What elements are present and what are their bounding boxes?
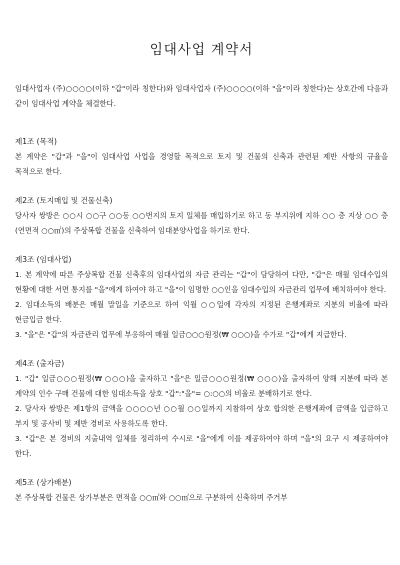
article-clause-1: 1. "갑" 일금○○○원정(₩ ○○○)을 출자하고 "을"은 일금○○○원정(₩ ○○○)을 출자하여 양해 지분에 따라 본 계약의 인수 구매 건물에 대한 임대소득을 상호 "갑":"을"= ○:○○의 비율로 분배하기로 한다. <box>15 374 388 398</box>
intro-paragraph: 임대사업자 (주)○○○○(이하 "갑"이라 칭한다)와 임대사업자 (주)○○○○(이하 "을"이라 칭한다)는 상호간에 다음과 같이 임대사업 계약을 체결한다. <box>15 84 388 108</box>
article-clause-2: 2. 임대소득의 배분은 매월 말일을 기준으로 하여 익월 ○○일에 각자의 지정된 은행계좌로 지분의 비율에 따라 현금입금 한다. <box>15 300 388 324</box>
article-paragraph: 당사자 쌍방은 ○○시 ○○구 ○○동 ○○번지의 토지 일체를 매입하기로 하고 동 부지위에 지하 ○○ 층 지상 ○○ 층(연면적 ○○㎡)의 주상복합 건물을 신축하여 임대분양사업을 하기로 한다. <box>15 211 388 235</box>
article-clause-3: 3. "을"은 "갑"의 자금관리 업무에 부응하여 매월 일금○○○원정(₩ ○○○)을 수가로 "갑"에게 지급한다. <box>15 330 347 339</box>
section-article-2 <box>15 193 388 238</box>
article-clause-3: 3. "갑"은 본 경비의 지출내역 일체를 정리하여 수시로 "을"에게 이를 제공하여야 하며 "을"의 요구 시 제공하여야 한다. <box>15 434 388 458</box>
article-heading: 제1조 (목적) <box>15 137 57 146</box>
article-paragraph: 본 계약은 "갑"과 "을"이 임대사업 사업을 경영할 목적으로 토지 및 건물의 신축과 관련된 제반 사항의 규율을 목적으로 한다. <box>15 152 388 176</box>
article-heading: 제3조 (임대사업) <box>15 255 72 264</box>
article-paragraph: 본 주상복합 건물은 상가부분은 면적을 ○○㎡와 ○○㎡으로 구분하여 신축하며 주거부 <box>15 493 288 502</box>
article-heading: 제4조 (출자금) <box>15 359 65 368</box>
article-heading: 제2조 (토지매입 및 건물신축) <box>15 196 113 205</box>
article-clause-1: 1. 본 계약에 따른 주상복합 건물 신축후의 임대사업의 자금 관리는 "갑"이 담당하여 다만, "갑"은 매월 임대수입의 현황에 대한 서면 통지를 "을"에게 하여야 하고 "을"이 임명한 ○○인을 임대수입의 자금관리 업무에 배치하여야 한다. <box>15 270 388 294</box>
section-article-4 <box>15 356 388 461</box>
section-article-3 <box>15 252 388 342</box>
document-title: 임대사업 계약서 <box>149 42 254 58</box>
section-article-5 <box>15 475 388 505</box>
article-clause-2: 2. 당사자 쌍방은 제1항의 금액을 ○○○○년 ○○월 ○○일까지 지참하여 상호 합의한 은행계좌에 금액을 입금하고 부지 및 공사비 및 제반 경비로 사용하도록 한다. <box>15 404 388 428</box>
article-heading: 제5조 (상가배분) <box>15 478 72 487</box>
section-article-1 <box>15 134 388 179</box>
